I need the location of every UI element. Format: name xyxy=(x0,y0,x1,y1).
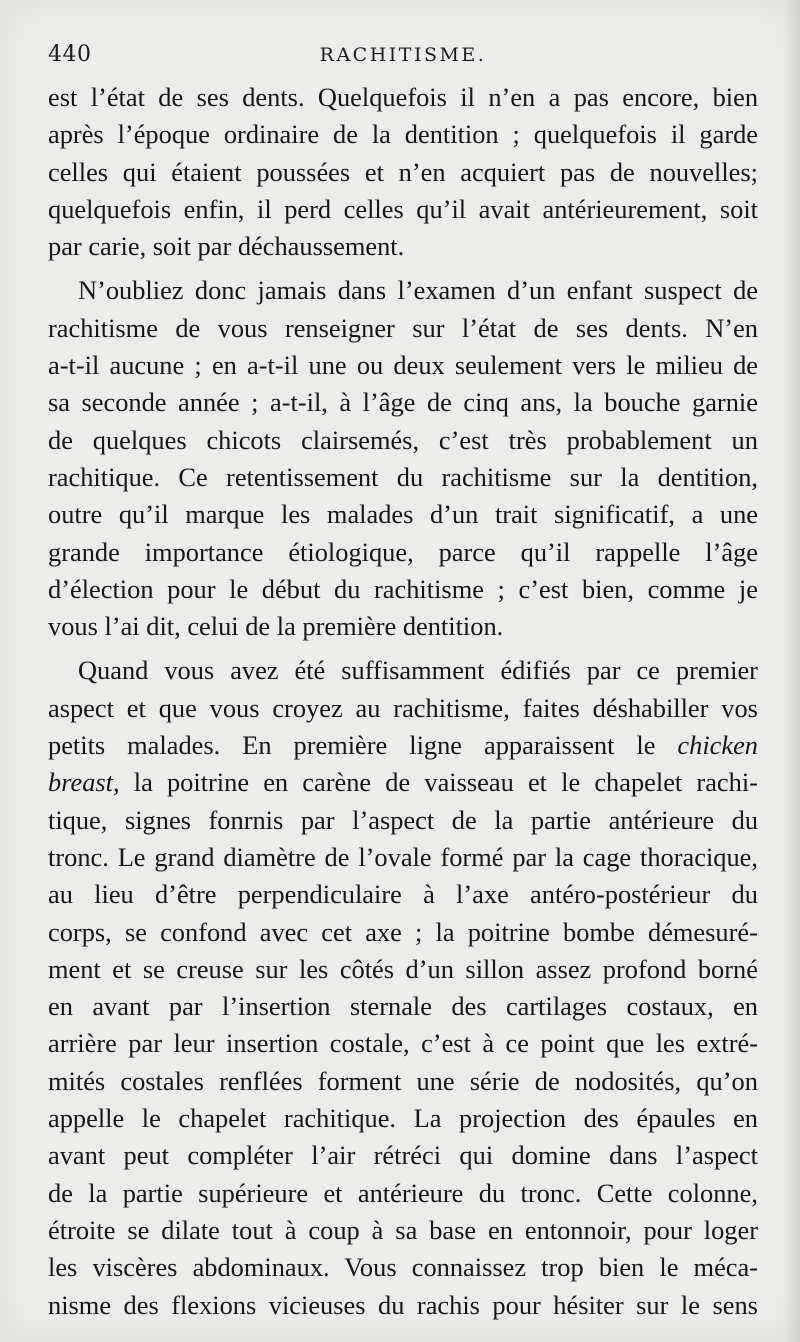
text-line: tronc. Le grand diamètre de l’ovale formé par la cage thoracique, xyxy=(48,841,758,872)
text-line: en avant par l’insertion sternale des cartilages costaux, en xyxy=(48,991,758,1022)
text-line: avant peut compléter l’air rétréci qui domine dans l’aspect xyxy=(48,1140,758,1171)
text-line: breast, la poitrine en carène de vaisseau et le chapelet rachi- xyxy=(48,767,758,798)
page-gutter-shadow xyxy=(782,0,800,1342)
body-text xyxy=(48,79,758,1324)
paragraph-gap xyxy=(48,265,758,272)
text-line: les viscères abdominaux. Vous connaissez trop bien le méca- xyxy=(48,1252,758,1283)
text-line: aspect et que vous croyez au rachitisme, faites déshabiller vos xyxy=(48,692,758,723)
text-line: mités costales renflées forment une série de nodosités, qu’on xyxy=(48,1065,758,1096)
text-line: tique, signes fonrnis par l’aspect de la partie antérieure du xyxy=(48,804,758,835)
text-line: N’oubliez donc jamais dans l’examen d’un enfant suspect de xyxy=(78,275,758,306)
paragraph xyxy=(48,652,758,1323)
text-line: appelle le chapelet rachitique. La projection des épaules en xyxy=(48,1103,758,1134)
text-line: par carie, soit par déchaussement. xyxy=(48,231,405,262)
text-line: outre qu’il marque les malades d’un trait significatif, a une xyxy=(48,499,758,530)
italic-term: breast, xyxy=(48,767,120,798)
text-line: vous l’ai dit, celui de la première dentition. xyxy=(48,611,504,642)
text-line: d’élection pour le début du rachitisme ; c’est bien, comme je xyxy=(48,573,758,604)
text-line: quelquefois enfin, il perd celles qu’il avait antérieurement, soit xyxy=(48,193,758,224)
text-line: de quelques chicots clairsemés, c’est très probablement un xyxy=(48,424,758,455)
text-line: nisme des flexions vicieuses du rachis pour hésiter sur le sens xyxy=(48,1289,758,1320)
text-line: a-t-il aucune ; en a-t-il une ou deux seulement vers le milieu de xyxy=(48,350,758,381)
text-line: rachitisme de vous renseigner sur l’état de ses dents. N’en xyxy=(48,312,758,343)
text-line: corps, se confond avec cet axe ; la poitrine bombe démesuré- xyxy=(48,916,758,947)
text-line: petits malades. En première ligne apparaissent le chicken xyxy=(48,730,758,761)
text-line: rachitique. Ce retentissement du rachitisme sur la dentition, xyxy=(48,461,758,492)
text-line: arrière par leur insertion costale, c’est à ce point que les extré- xyxy=(48,1028,758,1059)
text-line: est l’état de ses dents. Quelquefois il n’en a pas encore, bien xyxy=(48,82,758,112)
paragraph xyxy=(48,79,758,265)
text-line: grande importance étiologique, parce qu’il rappelle l’âge xyxy=(48,536,758,567)
text-line: celles qui étaient poussées et n’en acquiert pas de nouvelles; xyxy=(48,156,758,187)
running-head xyxy=(48,42,758,72)
text-line: Quand vous avez été suffisamment édifiés par ce premier xyxy=(78,655,758,686)
italic-term: chicken xyxy=(677,730,758,761)
text-line: sa seconde année ; a-t-il, à l’âge de cinq ans, la bouche garnie xyxy=(48,387,758,418)
page-number: 440 xyxy=(48,42,92,67)
text-line: de la partie supérieure et antérieure du tronc. Cette colonne, xyxy=(48,1177,758,1208)
paragraph-gap xyxy=(48,645,758,652)
text-line: après l’époque ordinaire de la dentition ; quelquefois il garde xyxy=(48,119,758,150)
running-title: RACHITISME. xyxy=(319,44,487,66)
paragraph xyxy=(48,272,758,645)
text-line: au lieu d’être perpendiculaire à l’axe antéro-postérieur du xyxy=(48,879,758,910)
text-line: étroite se dilate tout à coup à sa base en entonnoir, pour loger xyxy=(48,1214,758,1245)
text-line: ment et se creuse sur les côtés d’un sillon assez profond borné xyxy=(48,953,758,984)
